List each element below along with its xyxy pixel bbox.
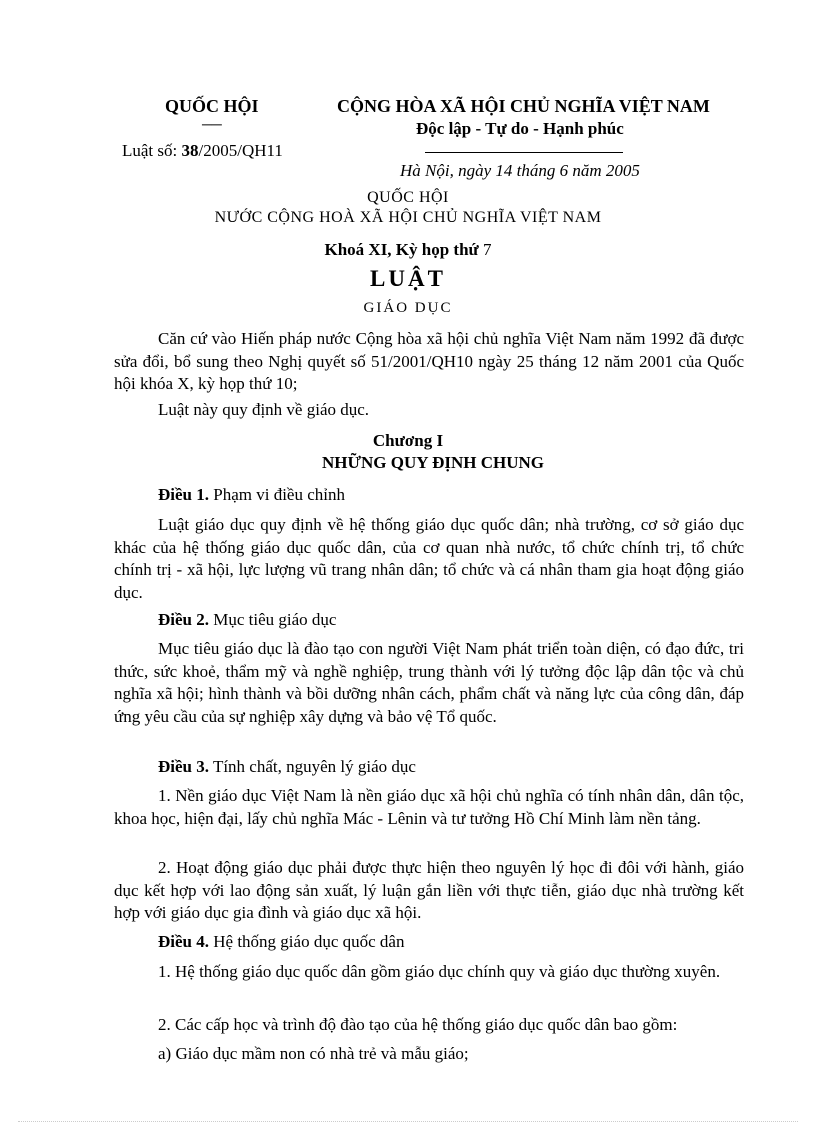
article-2-text: Mục tiêu giáo dục là đào tạo con người Việt Nam phát triển toàn diện, có đạo đức, tri thức, sức khoẻ, thẩm mỹ và nghề nghiệp, trung thành với lý tưởng độc lập dân tộc và chủ nghĩa xã hội; hình thành và bồi dưỡng nhân cách, phẩm chất và năng lực của công dân, đáp ứng yêu cầu của sự nghiệp xây dựng và bảo vệ Tổ quốc. [114,639,744,726]
article-4-heading [158,932,404,952]
legal-basis-text: Căn cứ vào Hiến pháp nước Cộng hòa xã hội chủ nghĩa Việt Nam năm 1992 đã được sửa đổi, bổ sung theo Nghị quyết số 51/2001/QH10 ngày 25 tháng 12 năm 2001 của Quốc hội khóa X, kỳ họp thứ 10; [114,329,744,393]
nation-title: CỘNG HÒA XÃ HỘI CHỦ NGHĨA VIỆT NAM [337,96,710,116]
article-1-label: Điều 1. [158,485,209,504]
law-number-suffix: /2005/QH11 [198,141,283,160]
article-4-clause-1-text: 1. Hệ thống giáo dục quốc dân gồm giáo dục chính quy và giáo dục thường xuyên. [158,962,721,981]
legal-basis-paragraph [114,328,744,396]
nation-motto: Độc lập - Tự do - Hạnh phúc [416,119,624,138]
article-3-label: Điều 3. [158,757,209,776]
article-3-clause-2-text: 2. Hoạt động giáo dục phải được thực hiện theo nguyên lý học đi đôi với hành, giáo dục kết hợp với lao động sản xuất, lý luận gắn liền với thực tiễn, giáo dục nhà trường kết hợp với giáo dục gia đình và giáo dục xã hội. [114,858,744,922]
session [0,240,816,260]
article-2-heading [158,610,336,630]
page-bottom-border [18,1121,798,1122]
article-3-heading [158,757,416,777]
issuer-rule: ── [202,118,222,133]
motto-rule [425,152,623,153]
article-4-clause-2a-text: a) Giáo dục mầm non có nhà trẻ và mẫu giáo; [158,1044,469,1063]
scope-paragraph [114,399,744,422]
article-4-label: Điều 4. [158,932,209,951]
article-4-clause-1 [114,961,744,984]
law-number [122,141,283,161]
article-1-title: Phạm vi điều chỉnh [209,485,345,504]
country-name: NƯỚC CỘNG HOÀ XÃ HỘI CHỦ NGHĨA VIỆT NAM [214,209,602,226]
article-4-title: Hệ thống giáo dục quốc dân [209,932,405,951]
chapter-number: Chương I [372,431,444,450]
issuer-title: QUỐC HỘI [165,96,259,116]
session-label: Khoá XI, Kỳ họp thứ [324,240,479,259]
document-type: LUẬT [370,266,446,291]
article-1-paragraph [114,514,744,604]
law-number-value: 38 [181,141,199,160]
session-number: 7 [478,240,492,259]
article-3-clause-1 [114,785,744,830]
article-2-paragraph [114,638,744,728]
chapter-title: NHỮNG QUY ĐỊNH CHUNG [321,453,545,472]
article-3-title: Tính chất, nguyên lý giáo dục [209,757,416,776]
article-1-heading [158,485,345,505]
article-4-clause-2a [114,1043,744,1066]
article-3-clause-1-text: 1. Nền giáo dục Việt Nam là nền giáo dục xã hội chủ nghĩa có tính nhân dân, dân tộc, khoa học, hiện đại, lấy chủ nghĩa Mác - Lênin và tư tưởng Hồ Chí Minh làm nền tảng. [114,786,744,828]
assembly-name: QUỐC HỘI [367,189,449,206]
article-2-title: Mục tiêu giáo dục [209,610,337,629]
article-3-clause-2 [114,857,744,925]
article-2-label: Điều 2. [158,610,209,629]
article-4-clause-2 [114,1014,744,1037]
place-date: Hà Nội, ngày 14 tháng 6 năm 2005 [400,161,640,180]
article-4-clause-2-text: 2. Các cấp học và trình độ đào tạo của hệ thống giáo dục quốc dân bao gồm: [158,1015,678,1034]
document-subject: GIÁO DỤC [363,300,453,316]
law-number-prefix: Luật số: [122,141,182,160]
scope-text: Luật này quy định về giáo dục. [158,400,370,419]
article-1-text: Luật giáo dục quy định về hệ thống giáo dục quốc dân; nhà trường, cơ sở giáo dục khác của hệ thống giáo dục quốc dân, của cơ quan nhà nước, tổ chức chính trị, tổ chức chính trị - xã hội, lực lượng vũ trang nhân dân; tổ chức và cá nhân tham gia hoạt động giáo dục. [114,515,744,602]
